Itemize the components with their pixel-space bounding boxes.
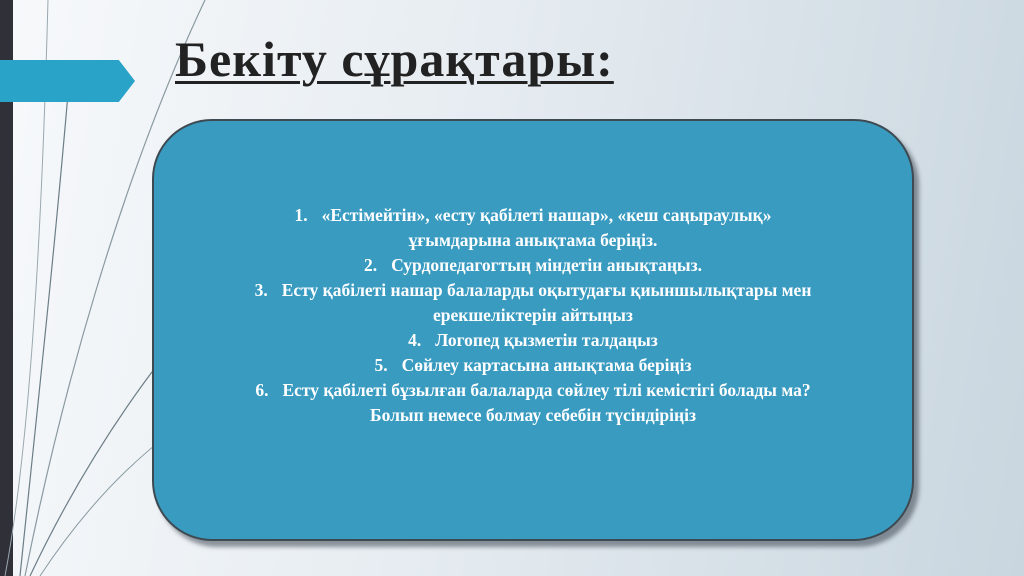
question-item bbox=[183, 353, 883, 378]
question-text-cont: Болып немесе болмау себебін түсіндіріңіз bbox=[370, 405, 696, 425]
question-number: 2. bbox=[363, 255, 378, 275]
question-item bbox=[183, 378, 883, 428]
question-text: Логопед қызметін талдаңыз bbox=[435, 330, 658, 350]
questions-card bbox=[152, 119, 914, 541]
question-item bbox=[183, 328, 883, 353]
question-number: 5. bbox=[374, 355, 388, 375]
question-number: 3. bbox=[254, 280, 268, 300]
question-text: Сурдопедагогтың міндетін анықтаңыз. bbox=[391, 255, 703, 275]
question-item bbox=[183, 253, 883, 278]
slide-title: Бекіту сұрақтары: bbox=[175, 31, 614, 87]
question-number: 1. bbox=[294, 205, 308, 225]
question-item bbox=[183, 203, 883, 253]
question-text-cont: ұғымдарына анықтама беріңіз. bbox=[408, 230, 658, 250]
question-number: 6. bbox=[255, 380, 269, 400]
question-text: Есту қабілеті нашар балаларды оқытудағы қиыншылықтары мен bbox=[281, 280, 812, 300]
question-text: «Естімейтін», «есту қабілеті нашар», «кеш саңыраулық» bbox=[321, 205, 772, 225]
question-item bbox=[183, 278, 883, 328]
question-text: Есту қабілеті бұзылған балаларда сөйлеу тілі кемістігі болады ма? bbox=[282, 380, 811, 400]
question-text: Сөйлеу картасына анықтама беріңіз bbox=[401, 355, 692, 375]
questions-list bbox=[183, 203, 883, 428]
accent-arrow-shape bbox=[0, 60, 135, 102]
question-text-cont: ерекшеліктерін айтыңыз bbox=[433, 305, 633, 325]
question-number: 4. bbox=[408, 330, 422, 350]
